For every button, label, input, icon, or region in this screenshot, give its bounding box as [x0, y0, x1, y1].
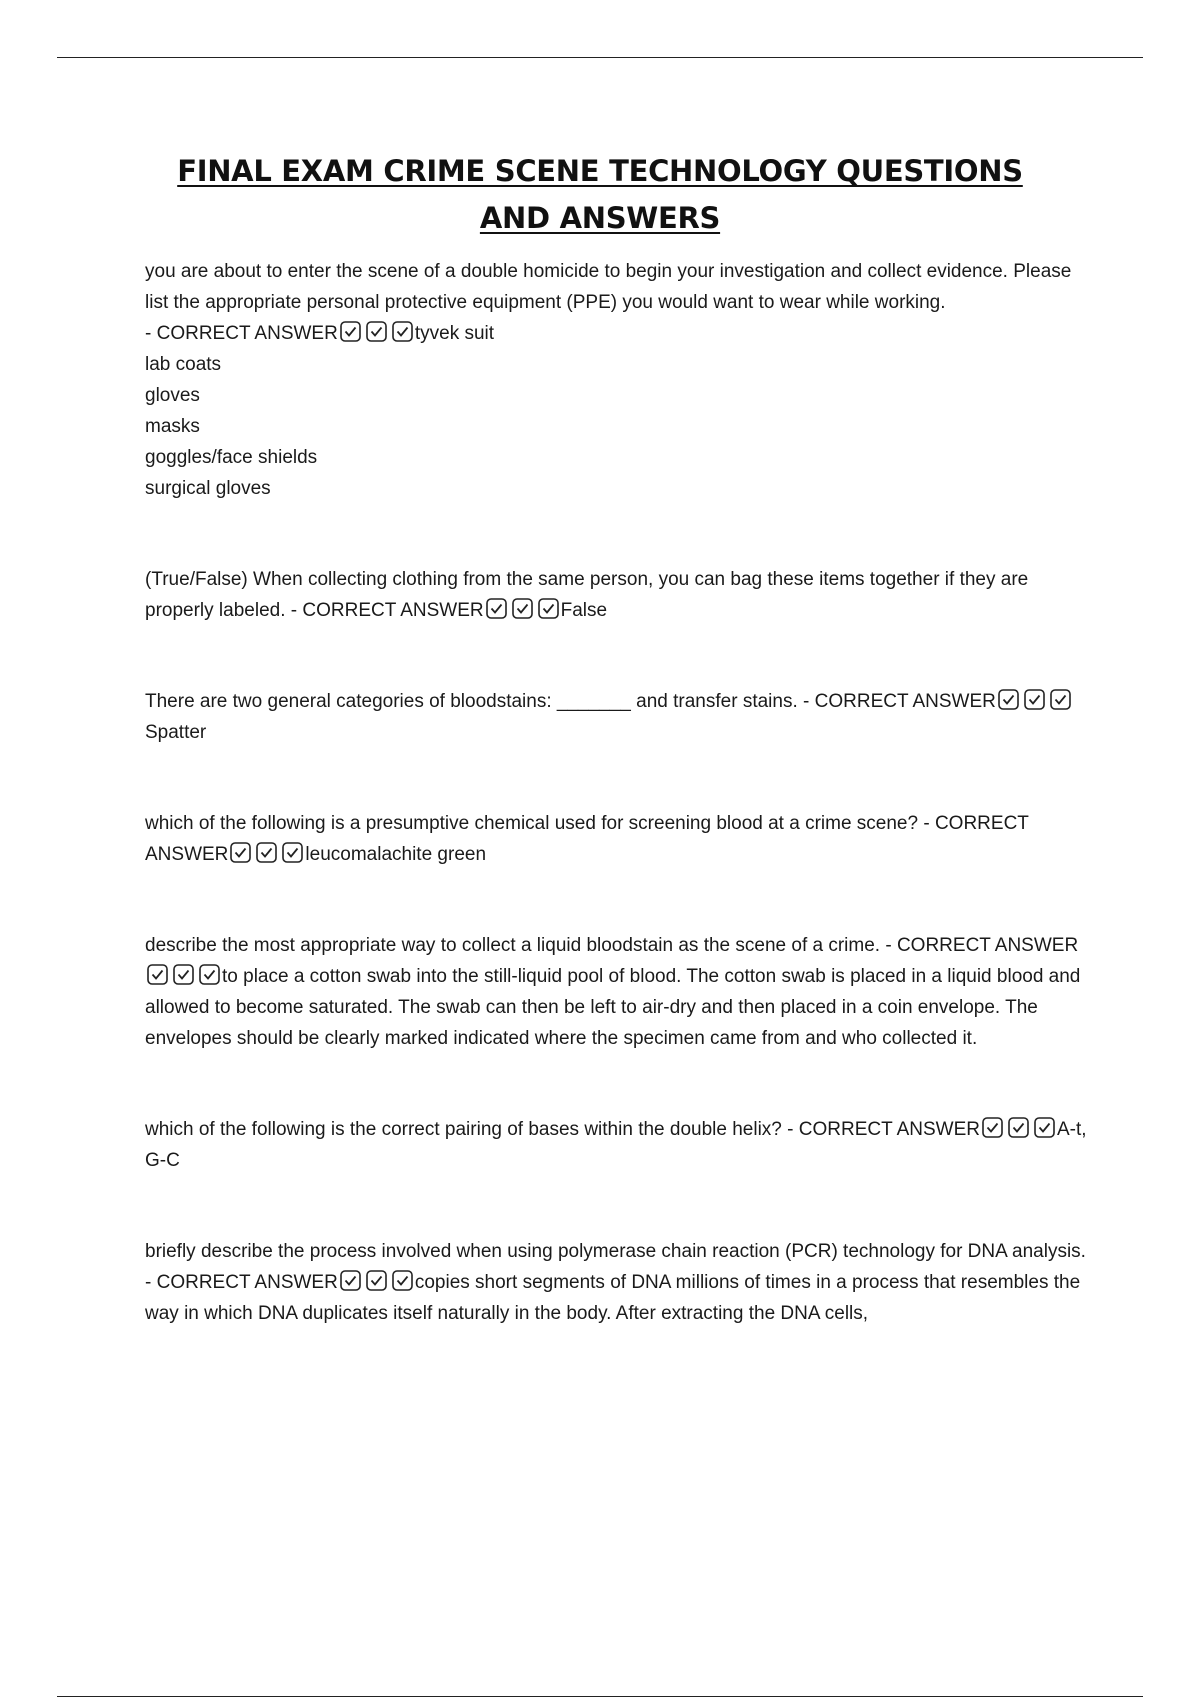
answer-text: A-t, G-C [145, 1119, 1087, 1171]
checkbox-checked-icon [486, 598, 507, 619]
checkbox-checked-icon [1050, 689, 1071, 710]
checkbox-checked-icon [998, 689, 1019, 710]
checkbox-checked-icon [1034, 1117, 1055, 1138]
checkbox-checked-icon [147, 964, 168, 985]
checkbox-checked-icon [512, 598, 533, 619]
checkbox-checked-icon [392, 1270, 413, 1291]
qa-item-3 [145, 686, 1090, 748]
check-icons [982, 1117, 1055, 1138]
checkbox-checked-icon [340, 1270, 361, 1291]
answer-text: tyvek suit [414, 323, 495, 344]
check-icons [340, 321, 413, 342]
checkbox-checked-icon [199, 964, 220, 985]
checkbox-checked-icon [340, 321, 361, 342]
checkbox-checked-icon [173, 964, 194, 985]
qa-item-7 [145, 1236, 1090, 1329]
qa-paragraph [145, 686, 1090, 748]
check-icons [998, 689, 1071, 710]
answer-text: False [560, 600, 608, 621]
check-icons [486, 598, 559, 619]
checkbox-checked-icon [982, 1117, 1003, 1138]
qa-item-5 [145, 930, 1090, 1054]
footer-rule [57, 1696, 1143, 1697]
question-text: (True/False) When collecting clothing from the same person, you can bag these items together if they are properly labeled. [145, 569, 1029, 621]
answer-line: masks [145, 416, 200, 437]
question-text: briefly describe the process involved when using polymerase chain reaction (PCR) technology for DNA analysis. [145, 1241, 1086, 1262]
check-icons [147, 964, 220, 985]
checkbox-checked-icon [256, 842, 277, 863]
qa-list [145, 256, 1090, 1329]
answer-line: lab coats [145, 354, 222, 375]
checkbox-checked-icon [282, 842, 303, 863]
answer-marker: - CORRECT ANSWER [787, 1119, 980, 1140]
answer-text: to place a cotton swab into the still-liquid pool of blood. The cotton swab is placed in a liquid blood and allowed to become saturated. The swab can then be left to air-dry and then placed in a coin envelope. The envelopes should be clearly marked indicated where the specimen came from and who collected it. [145, 966, 1081, 1049]
question-text: which of the following is a presumptive chemical used for screening blood at a crime scene? [145, 813, 919, 834]
checkbox-checked-icon [1008, 1117, 1029, 1138]
qa-paragraph [145, 1114, 1090, 1176]
answer-line: goggles/face shields [145, 447, 318, 468]
answer-line: gloves [145, 385, 200, 406]
check-icons [230, 842, 303, 863]
checkbox-checked-icon [366, 321, 387, 342]
qa-paragraph [145, 564, 1090, 626]
answer-line: surgical gloves [145, 478, 271, 499]
answer-marker: - CORRECT ANSWER [885, 935, 1079, 956]
checkbox-checked-icon [392, 321, 413, 342]
qa-item-4 [145, 808, 1090, 870]
answer-text: Spatter [145, 722, 207, 743]
checkbox-checked-icon [1024, 689, 1045, 710]
question-text: describe the most appropriate way to collect a liquid bloodstain as the scene of a crime. [145, 935, 881, 956]
question-text: There are two general categories of bloodstains: _______ and transfer stains. [145, 691, 798, 712]
check-icons [340, 1270, 413, 1291]
question-text: you are about to enter the scene of a double homicide to begin your investigation and collect evidence. Please list the appropriate personal protective equipment (PPE) you would want to wear while working. [145, 261, 1072, 313]
answer-text: leucomalachite green [305, 844, 487, 865]
checkbox-checked-icon [366, 1270, 387, 1291]
qa-paragraph [145, 256, 1090, 349]
answer-marker: - CORRECT ANSWER [803, 691, 996, 712]
answer-marker: - CORRECT ANSWER [290, 600, 484, 621]
question-text: which of the following is the correct pairing of bases within the double helix? [145, 1119, 782, 1140]
answer-marker: - CORRECT ANSWER [145, 323, 338, 344]
qa-paragraph [145, 808, 1090, 870]
answer-marker: - CORRECT ANSWER [145, 813, 1029, 865]
qa-paragraph [145, 1236, 1090, 1329]
qa-item-2 [145, 564, 1090, 626]
qa-item-6 [145, 1114, 1090, 1176]
answer-marker: - CORRECT ANSWER [145, 1272, 338, 1293]
qa-paragraph [145, 930, 1090, 1054]
page-title: FINAL EXAM CRIME SCENE TECHNOLOGY QUESTIONS AND ANSWERS [177, 154, 1023, 235]
answer-text: copies short segments of DNA millions of times in a process that resembles the way in which DNA duplicates itself naturally in the body. After extracting the DNA cells, [145, 1272, 1081, 1324]
checkbox-checked-icon [230, 842, 251, 863]
qa-item-1 [145, 256, 1090, 504]
header-rule [57, 57, 1143, 58]
checkbox-checked-icon [538, 598, 559, 619]
